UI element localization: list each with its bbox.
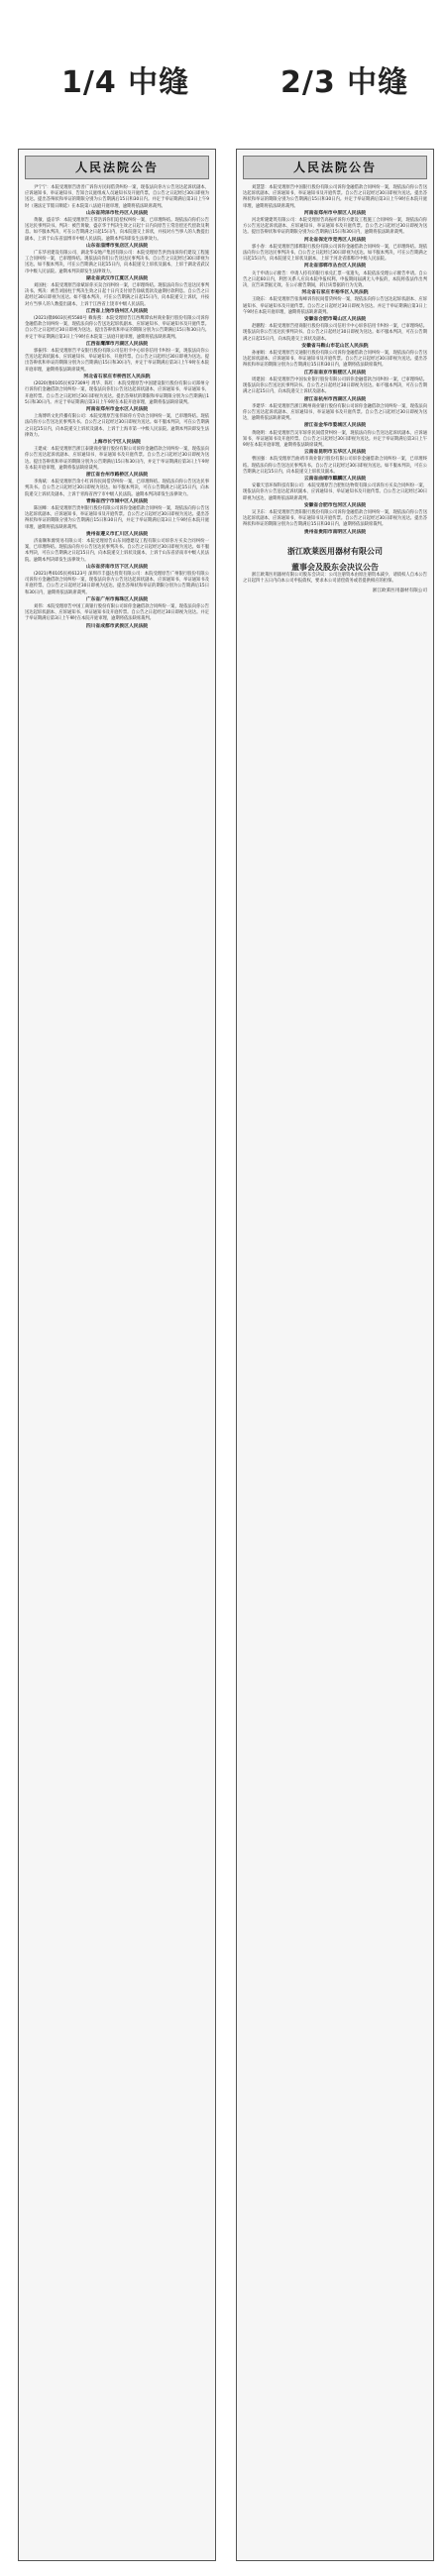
closing-signature: 浙江欧莱医用器材有限公司 bbox=[372, 589, 427, 594]
notice-paragraph: 周建国：本院受理原告中国农业银行股份有限公司诉你金融借款合同纠纷一案，已审理终结。现依法向你公告送达民事判决书。自公告之日起经过30日即视为送达。如不服本判决，可在公告期满之日起15日内，向本院递交上诉状及副本。 bbox=[243, 376, 427, 395]
notice-paragraph: 上海博昕文化传播有限公司：本院受理原告张伟诉你方劳动合同纠纷一案，已审理终结。现依法向你方公告送达民事判决书。自公告之日起经过30日即视为送达。如不服本判决，可在公告期满之日起15日内，向本院递交上诉状及副本，上诉于上海市第一中级人民法院。逾期本判决即发生法律效力。 bbox=[25, 414, 209, 438]
column-header: 人民法院公告 bbox=[243, 156, 427, 179]
court-name: 河北省石家庄市桥西区人民法院 bbox=[83, 374, 151, 379]
court-name: 河北省石家庄市裕华区人民法院 bbox=[301, 290, 369, 296]
court-name: 湖北省武汉市江夏区人民法院 bbox=[85, 275, 149, 281]
notice-paragraph: 尹宁宁：本院受理原告唐善广诉你方民间借贷纠纷一案，现依法向你方公告送达起诉状副本、应诉通知书、举证通知书、告知合议庭组成人员通知书及开庭传票。自公告之日起经过30日即视为送达。提出答辩状和举证的期限分别为公告期满后15日和30日内。并定于举证期满后第3日上午9时（遇法定节假日顺延）在本院第八法庭开庭审理，逾期将依法缺席裁判。 bbox=[25, 185, 209, 209]
court-name: 江西省上饶市信州区人民法院 bbox=[85, 308, 149, 314]
court-name: 贵州省贵阳市南明区人民法院 bbox=[303, 529, 367, 535]
court-name: 河北省保定市竞秀区人民法院 bbox=[303, 237, 367, 243]
page-label-right: 2/3 中缝 bbox=[280, 65, 409, 100]
notice-paragraph: 孙丽娟：本院受理原告交通银行股份有限公司诉你金融借款合同纠纷一案，现依法向你公告送达起诉状副本、应诉通知书、举证通知书及开庭传票。自公告之日起经过30日即视为送达。提出答辩状和举证的期限分别为公告期满后15日和30日内，逾期将依法缺席裁判。 bbox=[243, 351, 427, 369]
court-name: 广东省广州市海珠区人民法院 bbox=[85, 596, 149, 602]
notice-paragraph: 李海斌：本院受理原告余小红诉你民间借贷纠纷一案，已审理终结。现依法向你公告送达民事判决书。自公告之日起经过30日即视为送达。如不服本判决，可在公告期满之日起15日内，向本院递交上诉状及副本，上诉于青海省西宁市中级人民法院。逾期本判决即发生法律效力。 bbox=[25, 480, 209, 497]
notice-column-left bbox=[18, 149, 216, 2561]
notice-paragraph: (2021)赣0603民初5580号 赖海燕：本院受理原告江西鹰潭农村商业银行股份有限公司诉你金融借款合同纠纷一案，现依法向你公告送达起诉状副本、应诉通知书、举证通知书及开庭传票。自公告之日起经过30日即视为送达。提出答辩状和举证的期限分别为公告期满后15日和30日内。并定于举证期满后第3日上午9时在本院第三法庭开庭审理，逾期将依法缺席裁判。 bbox=[25, 316, 209, 340]
notice-paragraph: 曹国强：本院受理原告曲靖市商业银行股份有限公司诉你金融借款合同纠纷一案，已审理终结。现依法向你公告送达民事判决书。自公告之日起经过30日即视为送达。如不服本判决，可在公告期满之日起15日内，向本院递交上诉状及副本。 bbox=[243, 457, 427, 475]
court-name: 河南省郑州市金水区人民法院 bbox=[85, 406, 149, 412]
court-name: 贵州省遵义市汇川区人民法院 bbox=[85, 531, 149, 537]
notice-paragraph: (2020)豫0105民初27309号 周华、陈红：本院受理原告中国建设银行股份有限公司郑州分行诉你们金融借款合同纠纷一案，现依法向你们公告送达起诉状副本、应诉通知书、举证通知书、开庭传票。自公告之日起经过30日即视为送达。提出答辩状的期限和举证期限分别为公告期满后15日和30日内。并定于举证期满后第3日上午9时在本院开庭审理，逾期将依法缺席裁判。 bbox=[25, 381, 209, 405]
notice-paragraph: 吴卫东：本院受理原告贵阳银行股份有限公司诉你金融借款合同纠纷一案，现依法向你公告送达起诉状副本、应诉通知书、举证通知书及开庭传票。自公告之日起经过30日即视为送达。提出答辩状和举证的期限分别为公告期满后15日和30日内，逾期将依法缺席裁判。 bbox=[243, 509, 427, 528]
court-name: 安徽省合肥市包河区人民法院 bbox=[303, 502, 367, 508]
court-name: 河南省郑州市中原区人民法院 bbox=[303, 210, 367, 216]
court-name: 浙江省金华市婺城区人民法院 bbox=[303, 423, 367, 429]
notice-paragraph: 关于申请公示催告：申请人持有的银行承兑汇票一张遗失，本院依法受理公示催告申请。自公告之日起60日内，利害关系人应向本院申报权利。申报期间届满无人申报的，本院将依法作出判决，宣告该票据无效。在公示催告期间，转让该票据的行为无效。 bbox=[243, 270, 427, 289]
column-body bbox=[237, 183, 433, 539]
court-name: 江苏省南京市鼓楼区人民法院 bbox=[303, 370, 367, 376]
court-name: 江西省鹰潭市月湖区人民法院 bbox=[85, 341, 149, 347]
court-name: 青海省西宁市城中区人民法院 bbox=[85, 498, 149, 504]
court-name: 山东省淄博市张店区人民法院 bbox=[85, 243, 149, 249]
notice-paragraph: 刘伟：本院受理原告中国工商银行股份有限公司诉你金融借款合同纠纷一案，现依法向你公告送达起诉状副本、应诉通知书、举证通知书及开庭传票。自公告之日起经过30日即视为送达。并定于举证期满后第3日上午9时在本院开庭审理，逾期将依法缺席裁判。 bbox=[25, 604, 209, 622]
notice-paragraph: 赵鹏程：本院受理原告招商银行股份有限公司信用卡中心诉你信用卡纠纷一案，已审理终结。现依法向你公告送达民事判决书。自公告之日起经过30日即视为送达。如不服本判决，可在公告期满之日起15日内，向本院递交上诉状及副本。 bbox=[243, 324, 427, 342]
notice-paragraph: 河北昕隆建筑有限公司：本院受理原告高振祥诉你方建设工程施工合同纠纷一案，现依法向你方公告送达起诉状副本、应诉通知书、举证通知书及开庭传票。自公告之日起经过30日即视为送达。提出答辩状和举证的期限分别为公告期满后15日和30日内，逾期将依法缺席裁判。 bbox=[243, 218, 427, 236]
notice-paragraph: 王晓东：本院受理原告张海峰诉你民间借贷纠纷一案，现依法向你公告送达起诉状副本、应诉通知书、举证通知书及开庭传票。自公告之日起经过30日即视为送达。并定于举证期满后第3日上午9时在本院开庭审理，逾期将依法缺席裁判。 bbox=[243, 297, 427, 315]
notice-paragraph: 黄晓明：本院受理原告吴军诉你民间借贷纠纷一案，现依法向你公告送达起诉状副本、应诉通知书、举证通知书及开庭传票。自公告之日起经过30日即视为送达。并定于举证期满后第3日上午9时在本院开庭审理，逾期将依法缺席裁判。 bbox=[243, 430, 427, 448]
notice-paragraph: 刘慧慧：本院受理原告中国银行股份有限公司诉你金融借款合同纠纷一案，现依法向你公告送达起诉状副本、应诉通知书、举证通知书及开庭传票。自公告之日起经过30日即视为送达。提出答辩状和举证的期限分别为公告期满后15日和30日内。并定于举证期满后第3日上午9时在本院开庭审理，逾期将依法缺席裁判。 bbox=[243, 185, 427, 209]
notice-paragraph: 郭小春：本院受理原告邯郸银行股份有限公司诉你金融借款合同纠纷一案，已审理终结。现依法向你公告送达民事判决书。自公告之日起经过30日即视为送达。如不服本判决，可在公告期满之日起15日内，向本院递交上诉状及副本，上诉于河北省邯郸市中级人民法院。 bbox=[243, 244, 427, 263]
court-name: 山东省菏泽市牡丹区人民法院 bbox=[85, 210, 149, 216]
closing-title: 董事会及股东会决议公告 bbox=[291, 562, 379, 572]
court-name: 四川省成都市武侯区人民法院 bbox=[85, 623, 149, 629]
notice-paragraph: 广东华君建设有限公司、湖北华安地产集团有限公司：本院受理原告洪贵雨诉你们建设工程施工合同纠纷一案，已审理终结。现依法向你们公告送达民事判决书。自公告之日起经过30日即视为送达。如不服本判决，可在公告期满之日起15日内，向本院递交上诉状及副本，上诉于湖北省武汉市中级人民法院。逾期本判决即发生法律效力。 bbox=[25, 251, 209, 274]
notice-paragraph: 黄敏、盛京华：本院受理原告王常浩诉你们追偿权纠纷一案，已审理终结。现依法向你们公告送达民事判决书。判决：被告黄敏、盛京华于判决生效之日起十日内向原告王常浩偿还代偿款及利息。如不服本判决，可在公告期满之日起15日内，向本院递交上诉状，并按对方当事人的人数提出副本，上诉于山东省淄博市中级人民法院。逾期本判决即发生法律效力。 bbox=[25, 218, 209, 242]
closing-notice bbox=[237, 539, 433, 597]
court-name: 安徽省马鞍山市花山区人民法院 bbox=[301, 343, 369, 349]
notice-paragraph: 郭振伟：本院受理原告平安银行股份有限公司信用卡中心诉你信用卡纠纷一案，现依法向你公告送达起诉状副本、应诉通知书、举证通知书、开庭传票。自公告之日起经过30日即视为送达。提出答辩状和举证的期限分别为公告期满后15日和30日内，并定于举证期满后第3日上午9时在本院开庭审理，逾期将依法缺席裁判。 bbox=[25, 349, 209, 373]
notice-paragraph: 王建成：本院受理原告浙江泰隆商业银行股份有限公司诉你金融借款合同纠纷一案，现依法向你公告送达起诉状副本、应诉通知书、举证通知书及开庭传票。自公告之日起经过30日即视为送达。提出答辩状和举证的期限分别为公告期满后15日和30日内，并定于举证期满后第3日上午9时在本院开庭审理，逾期将依法缺席裁判。 bbox=[25, 447, 209, 471]
notice-paragraph: 李建华：本院受理原告浙江稠州商业银行股份有限公司诉你金融借款合同纠纷一案，现依法向你公告送达起诉状副本、应诉通知书、举证通知书及开庭传票。自公告之日起经过30日即视为送达，逾期将依法缺席裁判。 bbox=[243, 403, 427, 422]
notice-paragraph: 陈国峰：本院受理原告贵州银行股份有限公司诉你金融借款合同纠纷一案，现依法向你公告送达起诉状副本、应诉通知书、举证通知书及开庭传票。自公告之日起经过30日即视为送达。提出答辩状和举证的期限分别为公告期满后15日和30日内，并定于举证期满后第3日上午9时在本院开庭审理，逾期将依法缺席裁判。 bbox=[25, 505, 209, 530]
court-name: 山东省济南市历下区人民法院 bbox=[85, 564, 149, 570]
court-name: 云南省昆明市五华区人民法院 bbox=[303, 450, 367, 456]
notice-column-right bbox=[236, 149, 434, 2561]
court-name: 上海市长宁区人民法院 bbox=[93, 439, 141, 445]
column-header: 人民法院公告 bbox=[25, 156, 209, 179]
closing-text: 浙江欧莱医用器材有限公司股东会决议：公司注册资本由原注册资本减少，请债权人自本公告之日起四十五日内向本公司申报债权，要求本公司清偿债务或者提供相应的担保。 bbox=[243, 572, 427, 584]
notice-paragraph: 济南顺和源贸易有限公司：本院受理原告山东同德建设工程有限公司诉你方买卖合同纠纷一案，已审理终结。现依法向你方公告送达民事判决书。自公告之日起经过30日即视为送达。如不服本判决，可在公告期满之日起15日内，向本院递交上诉状及副本，上诉于山东省济南市中级人民法院。逾期本判决即发生法律效力。 bbox=[25, 538, 209, 563]
court-name: 河北省邯郸市丛台区人民法院 bbox=[303, 264, 367, 269]
notice-paragraph: 刘国柱：本院受理原告徐斌诉你买卖合同纠纷一案，已审理终结。现依法向你公告送达民事判决书。判决：被告刘国柱于判决生效之日起十日内支付原告徐斌货款及逾期付款利息。自公告之日起经过30日即视为送达。如不服本判决，可在公告期满之日起15日内，向本院递交上诉状，并按对方当事人的人数提出副本，上诉于江西省上饶市中级人民法院。 bbox=[25, 283, 209, 307]
court-name: 云南省曲靖市麒麟区人民法院 bbox=[303, 476, 367, 482]
notice-paragraph: 安徽天容环保科技有限公司：本院受理原告合肥恒达物资有限公司诉你方买卖合同纠纷一案，现依法向你方公告送达起诉状副本、应诉通知书、举证通知书及开庭传票。自公告之日起经过30日即视为送达，逾期将依法缺席裁判。 bbox=[243, 483, 427, 501]
closing-company: 浙江欧莱医用器材有限公司 bbox=[287, 546, 383, 556]
court-name: 安徽省合肥市蜀山区人民法院 bbox=[303, 317, 367, 323]
column-body bbox=[19, 183, 215, 633]
court-name: 浙江省杭州市西湖区人民法院 bbox=[303, 396, 367, 402]
court-name: 浙江省台州市路桥区人民法院 bbox=[85, 472, 149, 478]
notice-paragraph: (2021)粤0105民初6123号 深圳市丰盛达投资有限公司：本院受理原告广州银行股份有限公司诉你方金融借款合同纠纷一案，现依法向你方公告送达起诉状副本、应诉通知书、举证通知书及开庭传票。自公告之日起经过30日即视为送达。提出答辩状和举证的期限分别为公告期满后15日和30日内，逾期将依法缺席裁判。 bbox=[25, 571, 209, 595]
page-label-left: 1/4 中缝 bbox=[61, 65, 190, 100]
